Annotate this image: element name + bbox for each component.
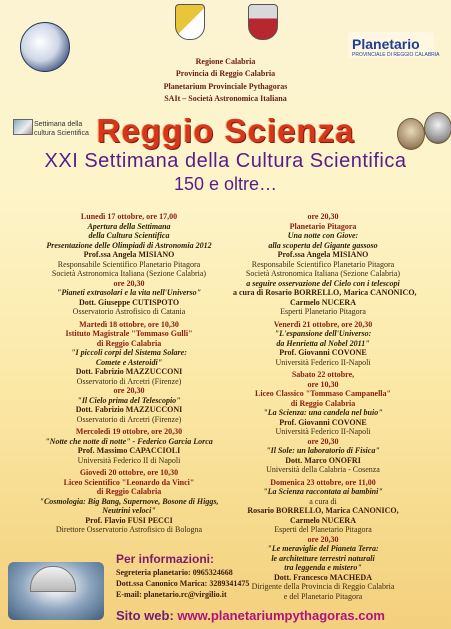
event-person-line: Prof.ssa Angela MISIANO <box>83 250 175 259</box>
event-it-line: Presentazione delle Olimpiadi di Astronomia 2012 <box>46 240 212 250</box>
event-it-line: Comete e Asteroidi" <box>95 357 163 367</box>
event-role-line: Osservatorio di Arcetri (Firenze) <box>76 414 182 424</box>
region-crest-icon <box>175 4 205 40</box>
event-it-line: della Cultura Scientifica <box>88 231 170 240</box>
event-it-line: alla scoperta del Gigante gassoso <box>268 240 378 250</box>
event-venue-line: Planetario Pitagora <box>289 221 357 231</box>
event-role-line: Società Astronomica Italiana (Sezione Calabria) <box>245 269 401 278</box>
portrait-image <box>424 112 451 144</box>
event-time-line: ore 10,30 <box>307 379 339 389</box>
event-time-line: ore 20,30 <box>307 212 339 221</box>
event-it-line: "L'espansione dell'Universo: <box>274 329 372 338</box>
planetario-logo-sub: PROVINCIALE DI REGGIO CALABRIA <box>352 52 440 58</box>
info-title: Per informazioni: <box>116 552 215 566</box>
event-person-line: Rosario BORRELLO, Marica CANONICO, <box>247 506 399 515</box>
event-it-line: "Le meraviglie del Pianeta Terra: <box>267 544 379 553</box>
poster-subtitle-2: 150 e oltre… <box>173 174 278 194</box>
event-role-line: a cura di <box>309 496 337 506</box>
event-time-line: ore 20,30 <box>113 278 145 288</box>
event-date-line: Martedì 18 ottobre, ore 10,30 <box>79 319 179 329</box>
info-phone-canonico: Dott.ssa Canonico Marica: 3289341475 <box>116 579 250 588</box>
event-venue-line: di Reggio Calabria <box>96 338 162 348</box>
event-venue-line: Istituto Magistrale "Tommaso Gulli" <box>65 329 193 338</box>
program-left-column <box>34 212 224 538</box>
event-role-line: Osservatorio Astrofisico di Catania <box>72 307 186 316</box>
event-date-line: Mercoledì 19 ottobre, ore 20,30 <box>75 427 183 436</box>
program-event <box>233 370 413 475</box>
event-it-line: "I piccoli corpi del Sistema Solare: <box>71 348 187 357</box>
province-crest-icon <box>248 4 278 40</box>
event-person-line: Dott. Francesco MACHEDA <box>274 572 372 582</box>
event-it-line: Neutrini veloci" <box>102 506 156 515</box>
event-person-line: Carmelo NUCERA <box>290 515 356 525</box>
portrait-image <box>397 118 425 150</box>
program-event <box>233 320 413 368</box>
event-venue-line: Liceo Classico "Tommaso Campanella" <box>255 389 391 398</box>
event-date-line: Giovedì 20 ottobre, ore 10,30 <box>79 468 179 477</box>
event-role-line: Università della Calabria - Cosenza <box>266 465 380 474</box>
event-person-line: Prof.ssa Angela MISIANO <box>277 250 369 259</box>
org-line-province: Provincia di Reggio Calabria <box>175 69 276 78</box>
program-event <box>34 468 224 535</box>
org-line-sait: SAIt – Società Astronomica Italiana <box>164 94 287 103</box>
event-it-line: le architetture terrestri naturali <box>271 553 375 563</box>
program-event <box>34 320 224 425</box>
event-person-line: Dott. Giuseppe CUTISPOTO <box>78 297 180 307</box>
event-time-line: ore 20,30 <box>307 534 339 544</box>
event-person-line: Prof. Giovanni COVONE <box>279 417 367 427</box>
event-it-line: "Notte che notte di notte" - Federico Garcia Lorca <box>45 436 213 446</box>
event-it-line: Apertura della Settimana <box>87 221 171 231</box>
event-role-line: Responsabile Scientifico Planetario Pitagora <box>57 259 201 269</box>
event-person-line: Carmelo NUCERA <box>290 297 356 307</box>
program-event <box>34 427 224 465</box>
event-it-line: Una notte con Giove: <box>287 231 359 240</box>
event-it-line: "Cosmologia: Big Bang, Supernove, Bosone di Higgs, <box>39 496 219 506</box>
event-date-line: Lunedì 17 ottobre, ore 17,00 <box>80 212 178 221</box>
event-person-line: a cura di Rosario BORRELLO, Marica CANONICO, <box>233 288 417 297</box>
event-it-line: "Il Cielo prima del Telescopio" <box>77 395 181 405</box>
program-right-column <box>233 212 417 604</box>
program-event <box>233 478 413 602</box>
event-person-line: Prof. Flavio FUSI PECCI <box>85 515 173 525</box>
poster-subtitle: XXI Settimana della Cultura Scientifica <box>44 150 407 172</box>
event-role-line: Università Federico II-Napoli <box>275 357 371 367</box>
event-date-line: Sabato 22 ottobre, <box>291 370 355 379</box>
event-it-line: da Henrietta al Nobel 2011" <box>276 338 370 348</box>
event-it-line: a seguire osservazione del Cielo con i telescopi <box>246 278 400 288</box>
program-event <box>233 212 417 317</box>
event-it-line: tra leggenda e mistero" <box>284 563 362 572</box>
event-venue-line: di Reggio Calabria <box>96 487 162 496</box>
event-person-line: Prof. Giovanni COVONE <box>279 348 367 357</box>
org-line-region: Regione Calabria <box>195 57 256 66</box>
info-phone-secretary: Segreteria planetario: 0965324668 <box>116 568 233 577</box>
event-date-line: Venerdì 21 ottobre, ore 20,30 <box>273 319 373 329</box>
event-role-line: Responsabile Scientifico Planetario Pitagora <box>251 259 395 269</box>
event-person-line: Prof. Massimo CAPACCIOLI <box>77 446 181 455</box>
event-date-line: Domenica 23 ottobre, ore 11,00 <box>270 477 376 487</box>
event-it-line: "Pianeti extrasolari e la vita nell'Universo" <box>56 288 202 297</box>
event-role-line: Osservatorio di Arcetri (Firenze) <box>76 376 182 386</box>
program-event <box>34 212 224 317</box>
event-person-line: Dott. Marco ONOFRI <box>285 455 361 465</box>
event-venue-line: di Reggio Calabria <box>290 398 356 408</box>
event-role-line: Università Federico II-Napoli <box>275 427 371 436</box>
website-label: Sito web: <box>116 608 174 623</box>
event-role-line: Direttore Osservatorio Astrofisico di Bologna <box>55 525 203 534</box>
event-time-line: ore 20,30 <box>307 436 339 446</box>
event-role-line: Esperti Planetario Pitagora <box>280 307 366 316</box>
event-role-line: Esperti del Planetario Pitagora <box>274 525 372 534</box>
org-line-planetarium: Planetarium Provinciale Pythagoras <box>163 82 288 91</box>
website-line <box>116 608 385 623</box>
settimana-label: Settimana della cultura Scientifica <box>34 121 89 137</box>
event-it-line: "La Scienza: una candela nel buio" <box>263 408 383 417</box>
event-role-line: e del Planetario Pitagora <box>283 591 363 601</box>
info-email: E-mail: planetario.rc@virgilio.it <box>116 590 227 599</box>
event-person-line: Dott. Fabrizio MAZZUCCONI <box>75 405 183 414</box>
event-venue-line: Liceo Scientifico "Leonardo da Vinci" <box>63 477 195 487</box>
event-role-line: Società Astronomica Italiana (Sezione Calabria) <box>51 269 207 278</box>
event-role-line: Università Federico II di Napoli <box>77 455 181 465</box>
planetario-logo: Planetario <box>352 36 420 52</box>
event-it-line: "Il Sole: un laboratorio di Fisica" <box>266 446 380 455</box>
event-time-line: ore 20,30 <box>113 386 145 395</box>
website-url[interactable]: www.planetariumpythagoras.com <box>177 608 385 623</box>
poster-title: Reggio Scienza <box>96 112 355 149</box>
event-role-line: Dirigente della Provincia di Reggio Calabria <box>251 582 395 591</box>
event-it-line: "La Scienza raccontata ai bambini" <box>263 487 383 496</box>
event-person-line: Dott. Fabrizio MAZZUCCONI <box>75 367 183 376</box>
